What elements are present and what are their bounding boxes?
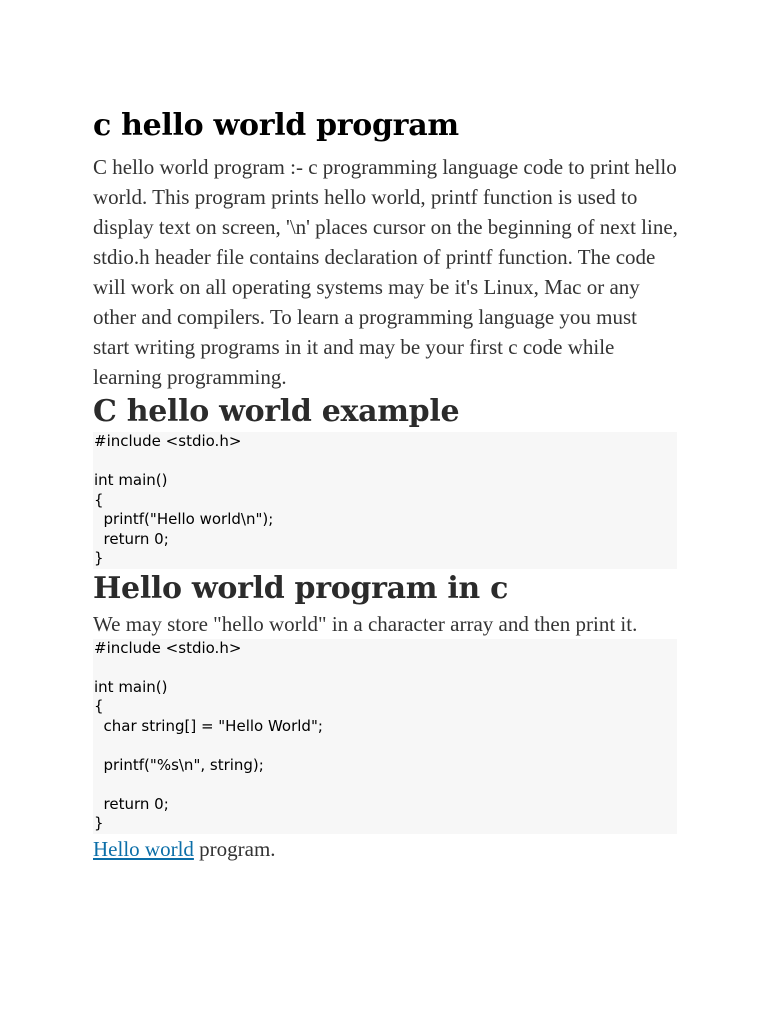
article (93, 104, 678, 864)
intro-paragraph: C hello world program :- c programming language code to print hello world. This program prints hello world, printf function is used to display text on screen, '\n' places cursor on the beginning of next line, stdio.h header file contains declaration of printf function. The code will work on all operating systems may be it's Linux, Mac or any other and compilers. To learn a programming language you must start writing programs in it and may be your first c code while learning programming. (93, 155, 678, 389)
hello-world-link[interactable]: Hello world (93, 836, 194, 861)
page-title: c hello world program (93, 108, 459, 143)
footer-suffix: program. (193, 836, 276, 861)
section-heading-example: C hello world example (93, 394, 460, 429)
footer-line (93, 834, 678, 864)
program-paragraph: We may store "hello world" in a character array and then print it. (93, 611, 638, 636)
section-heading-program: Hello world program in c (93, 570, 509, 606)
code-block-example: #include <stdio.h> int main() { printf("Hello world\n"); return 0; } (93, 432, 677, 569)
code-block-array: #include <stdio.h> int main() { char string[] = "Hello World"; printf("%s\n", string); return 0; } (93, 639, 677, 834)
